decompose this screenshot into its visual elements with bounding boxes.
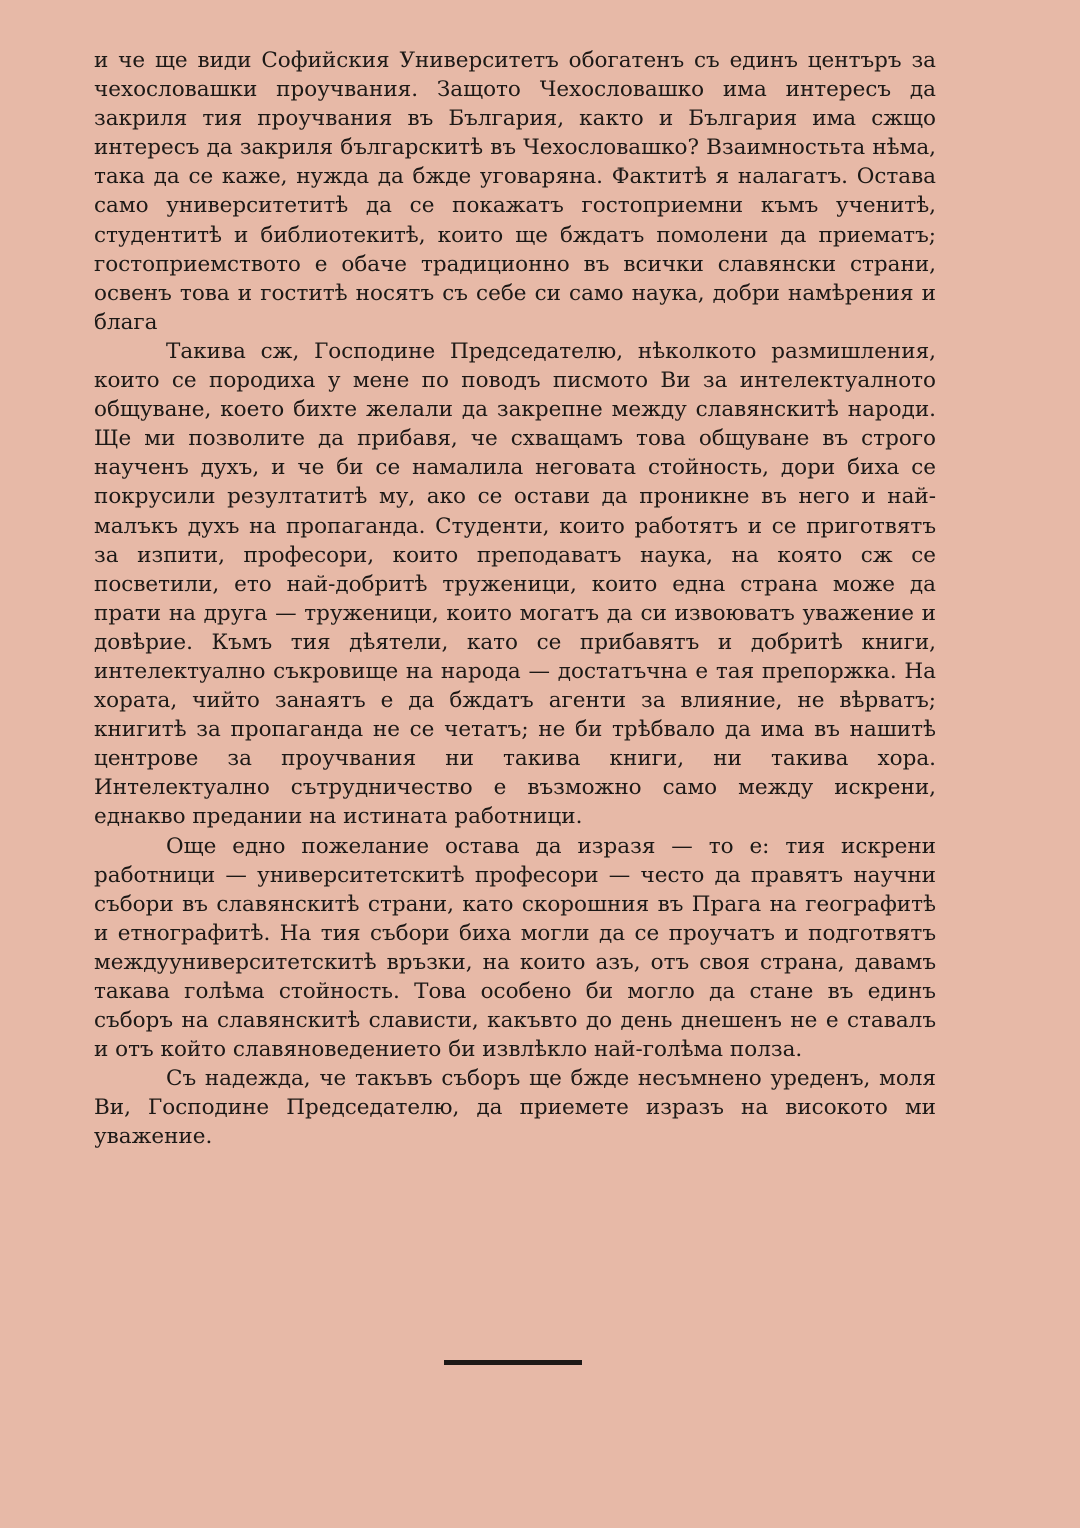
paragraph-closing: Съ надежда, че такъвъ съборъ ще бжде несъмнено уреденъ, моля Ви, Господине Председателю, да приемете изразъ на високото ми уважение. xyxy=(94,1066,936,1150)
end-rule-divider xyxy=(444,1360,582,1365)
paragraph-reflections: Такива сж, Господине Председателю, нѣколкото размишления, които се породиха у мене по поводъ писмото Ви за интелектуалното общуване, което бихте желали да закрепне между славянскитѣ народи. Ще ми позволите да прибавя, че схващамъ това общуване въ строго наученъ духъ, и че би се намалила неговата стойность, дори биха се покрусили резултатитѣ му, ако се остави да проникне въ него и най-малъкъ духъ на пропаганда. Студенти, които работятъ и се приготвятъ за изпити, професори, които преподаватъ наука, на която сж се посветили, ето най-добритѣ труженици, които една страна може да прати на друга — труженици, които могатъ да си извоюватъ уважение и довѣрие. Къмъ тия дѣятели, като се прибавятъ и добритѣ книги, интелектуално съкровище на народа — достатъчна е тая препоржка. На хората, чийто занаятъ е да бждатъ агенти за влияние, не вѣрватъ; книгитѣ за пропаганда не се четатъ; не би трѣбвало да има въ нашитѣ центрове за проучвания ни такива книги, ни такива хора. Интелектуално сътрудничество е възможно само между искрени, еднакво предании на истината работници. xyxy=(94,338,936,830)
paragraph-wish: Още едно пожелание остава да изразя — то е: тия искрени работници — университетскитѣ професори — често да правятъ научни събори въ славянскитѣ страни, като скорошния въ Прага на географитѣ и етнографитѣ. На тия събори биха могли да се проучатъ и подготвятъ междууниверситетскитѣ връзки, на които азъ, отъ своя страна, давамъ такава голѣма стойность. Това особено би могло да стане въ единъ съборъ на славянскитѣ слависти, какъвто до день днешенъ не е ставалъ и отъ който славяноведението би извлѣкло най-голѣма полза. xyxy=(94,833,936,1063)
paragraph-continuation: и че ще види Софийския Университетъ обогатенъ съ единъ центъръ за чехословашки проучвания. Защото Чехословашко има интересъ да закриля тия проучвания въ България, както и България има сжщо интересъ да закриля българскитѣ въ Чехословашко? Взаимностьта нѣма, така да се каже, нужда да бжде уговаряна. Фактитѣ я налагатъ. Остава само университетитѣ да се покажатъ гостоприемни къмъ ученитѣ, студентитѣ и библиотекитѣ, които ще бждатъ помолени да приематъ; гостоприемството е обаче традиционно въ всички славянски страни, освенъ това и гоститѣ носятъ съ себе си само наука, добри намѣрения и блага xyxy=(94,48,936,335)
letter-body xyxy=(94,46,936,1152)
